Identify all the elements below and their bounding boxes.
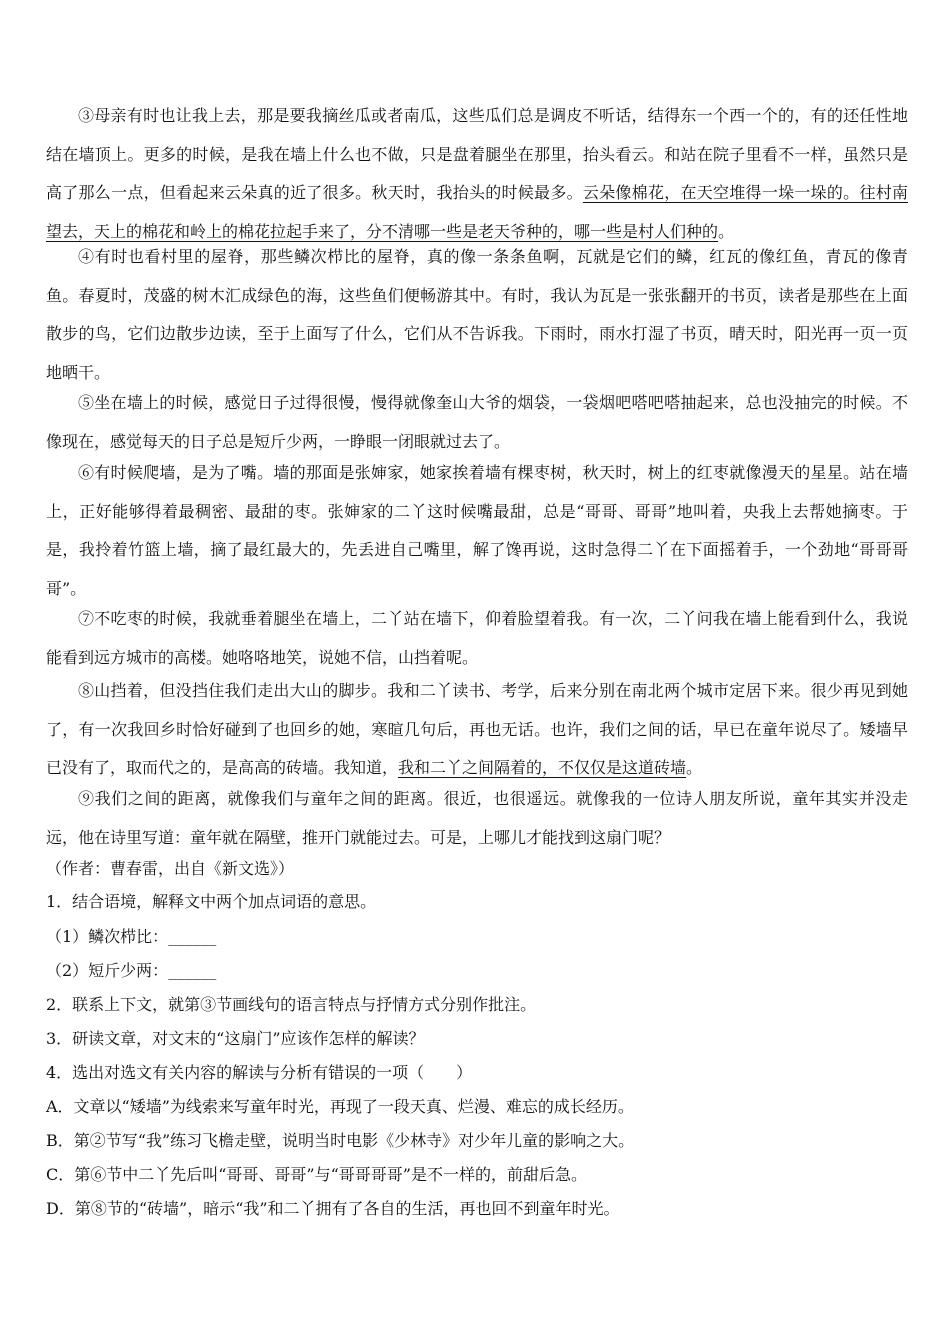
underlined-sentence-p3: 云朵像棉花，在天空堆得一垛一垛的。往村南望去，天上的棉花和岭上的棉花拉起手来了，分不清哪一些是老天爷种的，哪一些是村人们种的 [46,183,908,241]
source-attribution: （作者：曹春雷，出自《新文选》） [46,859,295,878]
option-c: C．第⑥节中二丫先后叫“哥哥、哥哥”与“哥哥哥哥”是不一样的，前甜后急。 [46,1165,587,1184]
paragraph-9: ⑨我们之间的距离，就像我们与童年之间的距离。很近，也很遥远。就像我的一位诗人朋友所说，童年其实并没走远，他在诗里写道：童年就在隔壁，推开门就能过去。可是，上哪儿才能找到这扇门呢？ [46,789,908,847]
question-1-part-2: （2）短斤少两：______ [46,961,217,980]
paragraph-7: ⑦不吃枣的时候，我就垂着腿坐在墙上，二丫站在墙下，仰着脸望着我。有一次，二丫问我在墙上能看到什么，我说能看到远方城市的高楼。她咯咯地笑，说她不信，山挡着呢。 [46,609,908,667]
paragraph-3: ③母亲有时也让我上去，那是要我摘丝瓜或者南瓜，这些瓜们总是调皮不听话，结得东一个西一个的，有的还任性地结在墙顶上。更多的时候，是我在墙上什么也不做，只是盘着腿坐在那里，抬头看云。和站在院子里看不一样，虽然只是高了那么一点，但看起来云朵真的近了很多。秋天时，我抬头的时候最多。云朵像棉花，在天空堆得一垛一垛的。往村南望去，天上的棉花和岭上的棉花拉起手来了，分不清哪一些是老天爷种的，哪一些是村人们种的。 [46,106,908,241]
question-2: 2．联系上下文，就第③节画线句的语言特点与抒情方式分别作批注。 [46,995,537,1014]
paragraph-5: ⑤坐在墙上的时候，感觉日子过得很慢，慢得就像奎山大爷的烟袋，一袋烟吧嗒吧嗒抽起来，总也没抽完的时候。不像现在，感觉每天的日子总是短斤少两，一睁眼一闭眼就过去了。 [46,393,908,451]
option-d: D．第⑧节的“砖墙”，暗示“我”和二丫拥有了各自的生活，再也回不到童年时光。 [46,1199,620,1218]
answer-blank: ______ [168,961,217,980]
option-b: B．第②节写“我”练习飞檐走壁，说明当时电影《少林寺》对少年儿童的影响之大。 [46,1131,635,1150]
paragraph-6: ⑥有时候爬墙，是为了嘴。墙的那面是张婶家，她家挨着墙有棵枣树，秋天时，树上的红枣就像漫天的星星。站在墙上，正好能够得着最稠密、最甜的枣。张婶家的二丫这时候嘴最甜，总是“哥哥、哥哥”地叫着，央我上去帮她摘枣。于是，我拎着竹篮上墙，摘了最红最大的，先丢进自己嘴里，解了馋再说，这时急得二丫在下面摇着手，一个劲地“哥哥哥哥”。 [46,463,908,598]
question-1-part-1: （1）鳞次栉比：______ [46,927,217,946]
underlined-sentence-p8: 我和二丫之间隔着的，不仅仅是这道砖墙 [398,758,687,777]
paragraph-8: ⑧山挡着，但没挡住我们走出大山的脚步。我和二丫读书、考学，后来分别在南北两个城市定居下来。很少再见到她了，有一次我回乡时恰好碰到了也回乡的她，寒暄几句后，再也无话。也许，我们之间的话，早已在童年说尽了。矮墙早已没有了，取而代之的，是高高的砖墙。我知道，我和二丫之间隔着的，不仅仅是这道砖墙。 [46,681,908,777]
question-4: 4．选出对选文有关内容的解读与分析有错误的一项（ ） [46,1063,473,1082]
option-a: A．文章以“矮墙”为线索来写童年时光，再现了一段天真、烂漫、难忘的成长经历。 [46,1097,634,1116]
question-1: 1．结合语境，解释文中两个加点词语的意思。 [46,892,377,911]
answer-blank: ______ [168,927,217,946]
question-3: 3．研读文章，对文末的“这扇门”应该作怎样的解读？ [46,1029,425,1048]
paragraph-4: ④有时也看村里的屋脊，那些鳞次栉比的屋脊，真的像一条条鱼啊，瓦就是它们的鳞，红瓦的像红鱼，青瓦的像青鱼。春夏时，茂盛的树木汇成绿色的海，这些鱼们便畅游其中。有时，我认为瓦是一张张翻开的书页，读者是那些在上面散步的鸟，它们边散步边读，至于上面写了什么，它们从不告诉我。下雨时，雨水打湿了书页，晴天时，阳光再一页一页地晒干。 [46,247,908,382]
